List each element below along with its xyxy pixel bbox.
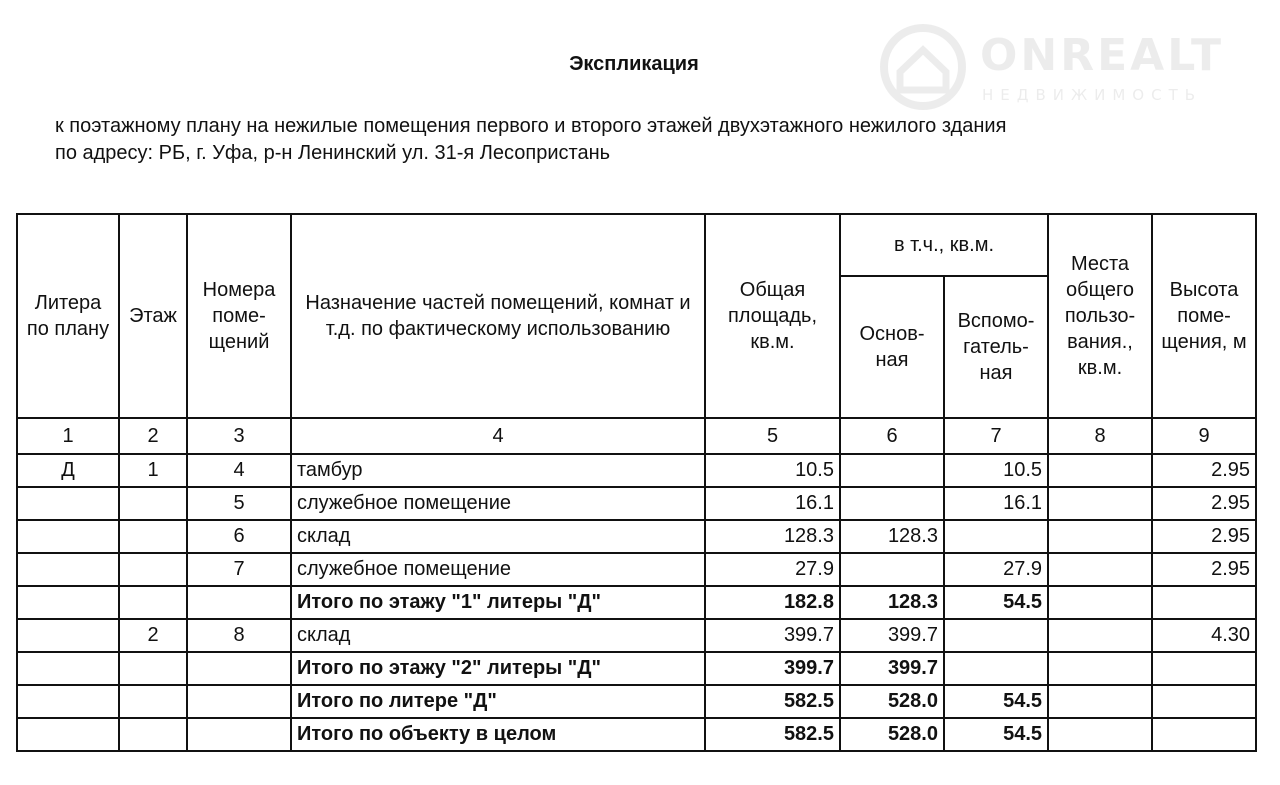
cell-litera (17, 553, 119, 586)
cell-room-number: 8 (187, 619, 291, 652)
cell-purpose: склад (291, 619, 705, 652)
cell-litera (17, 586, 119, 619)
cell-litera (17, 520, 119, 553)
cell-litera: Д (17, 454, 119, 487)
cell-room-number (187, 652, 291, 685)
cell-aux-area (944, 520, 1048, 553)
column-number: 9 (1152, 418, 1256, 454)
cell-room-number (187, 685, 291, 718)
cell-floor: 1 (119, 454, 187, 487)
cell-height: 2.95 (1152, 487, 1256, 520)
cell-aux-area: 54.5 (944, 718, 1048, 751)
cell-total-area: 399.7 (705, 652, 840, 685)
cell-common-area (1048, 718, 1152, 751)
cell-purpose: Итого по этажу "1" литеры "Д" (291, 586, 705, 619)
cell-total-area: 128.3 (705, 520, 840, 553)
column-number: 5 (705, 418, 840, 454)
cell-height (1152, 652, 1256, 685)
cell-main-area (840, 454, 944, 487)
header-litera: Литера по плану (17, 214, 119, 418)
cell-litera (17, 718, 119, 751)
header-room-height: Высота поме-щения, м (1152, 214, 1256, 418)
cell-purpose: служебное помещение (291, 487, 705, 520)
cell-aux-area (944, 619, 1048, 652)
cell-floor: 2 (119, 619, 187, 652)
cell-aux-area: 16.1 (944, 487, 1048, 520)
explication-table-wrap (16, 213, 1257, 752)
header-common-areas: Места общего пользо-вания., кв.м. (1048, 214, 1152, 418)
cell-room-number (187, 718, 291, 751)
cell-height (1152, 685, 1256, 718)
cell-main-area: 399.7 (840, 652, 944, 685)
cell-room-number (187, 586, 291, 619)
cell-height: 2.95 (1152, 520, 1256, 553)
cell-floor (119, 553, 187, 586)
cell-floor (119, 487, 187, 520)
cell-total-area: 16.1 (705, 487, 840, 520)
intro-line: к поэтажному плану на нежилые помещения первого и второго этажей двухэтажного нежилого здания (55, 115, 1007, 137)
intro-line: по адресу: РБ, г. Уфа, р-н Ленинский ул. 31-я Лесопристань (55, 142, 611, 164)
cell-purpose: тамбур (291, 454, 705, 487)
cell-height: 4.30 (1152, 619, 1256, 652)
cell-floor (119, 652, 187, 685)
cell-purpose: Итого по объекту в целом (291, 718, 705, 751)
column-number: 8 (1048, 418, 1152, 454)
cell-common-area (1048, 454, 1152, 487)
cell-litera (17, 685, 119, 718)
header-purpose: Назначение частей помещений, комнат и т.д. по фактическому использованию (291, 214, 705, 418)
cell-litera (17, 619, 119, 652)
cell-main-area: 528.0 (840, 685, 944, 718)
cell-floor (119, 685, 187, 718)
header-aux-area: Вспомо-гатель-ная (944, 276, 1048, 418)
cell-main-area: 128.3 (840, 586, 944, 619)
header-total-area: Общая площадь, кв.м. (705, 214, 840, 418)
table-total-row (17, 652, 1256, 685)
watermark-brand: ONREALT (980, 30, 1224, 81)
column-number: 6 (840, 418, 944, 454)
column-number: 7 (944, 418, 1048, 454)
cell-main-area (840, 553, 944, 586)
cell-total-area: 399.7 (705, 619, 840, 652)
cell-total-area: 27.9 (705, 553, 840, 586)
header-floor: Этаж (119, 214, 187, 418)
table-body (17, 454, 1256, 751)
cell-aux-area: 54.5 (944, 685, 1048, 718)
cell-room-number: 4 (187, 454, 291, 487)
table-total-row (17, 718, 1256, 751)
table-row (17, 619, 1256, 652)
cell-total-area: 10.5 (705, 454, 840, 487)
header-room-numbers: Номера поме-щений (187, 214, 291, 418)
cell-main-area: 399.7 (840, 619, 944, 652)
cell-floor (119, 520, 187, 553)
cell-floor (119, 718, 187, 751)
watermark-subtitle: НЕДВИЖИМОСТЬ (982, 86, 1203, 104)
cell-common-area (1048, 685, 1152, 718)
table-row (17, 520, 1256, 553)
header-main-area: Основ-ная (840, 276, 944, 418)
cell-total-area: 582.5 (705, 718, 840, 751)
cell-litera (17, 487, 119, 520)
cell-aux-area: 27.9 (944, 553, 1048, 586)
explication-table (16, 213, 1257, 752)
table-total-row (17, 586, 1256, 619)
cell-aux-area: 54.5 (944, 586, 1048, 619)
cell-common-area (1048, 553, 1152, 586)
cell-height (1152, 718, 1256, 751)
table-total-row (17, 685, 1256, 718)
cell-purpose: служебное помещение (291, 553, 705, 586)
cell-common-area (1048, 520, 1152, 553)
column-number: 3 (187, 418, 291, 454)
column-number: 4 (291, 418, 705, 454)
cell-main-area (840, 487, 944, 520)
cell-common-area (1048, 487, 1152, 520)
cell-common-area (1048, 586, 1152, 619)
cell-room-number: 7 (187, 553, 291, 586)
document-title: Экспликация (569, 53, 699, 75)
cell-total-area: 182.8 (705, 586, 840, 619)
header-including: в т.ч., кв.м. (840, 214, 1048, 276)
column-number: 1 (17, 418, 119, 454)
cell-floor (119, 586, 187, 619)
cell-total-area: 582.5 (705, 685, 840, 718)
cell-aux-area (944, 652, 1048, 685)
cell-common-area (1048, 652, 1152, 685)
cell-room-number: 6 (187, 520, 291, 553)
table-row (17, 553, 1256, 586)
cell-purpose: Итого по этажу "2" литеры "Д" (291, 652, 705, 685)
cell-main-area: 528.0 (840, 718, 944, 751)
cell-purpose: Итого по литере "Д" (291, 685, 705, 718)
cell-aux-area: 10.5 (944, 454, 1048, 487)
cell-common-area (1048, 619, 1152, 652)
document-intro (55, 113, 1205, 167)
cell-main-area: 128.3 (840, 520, 944, 553)
cell-height (1152, 586, 1256, 619)
table-row (17, 487, 1256, 520)
cell-height: 2.95 (1152, 454, 1256, 487)
cell-purpose: склад (291, 520, 705, 553)
cell-litera (17, 652, 119, 685)
table-row (17, 454, 1256, 487)
cell-height: 2.95 (1152, 553, 1256, 586)
column-number: 2 (119, 418, 187, 454)
cell-room-number: 5 (187, 487, 291, 520)
